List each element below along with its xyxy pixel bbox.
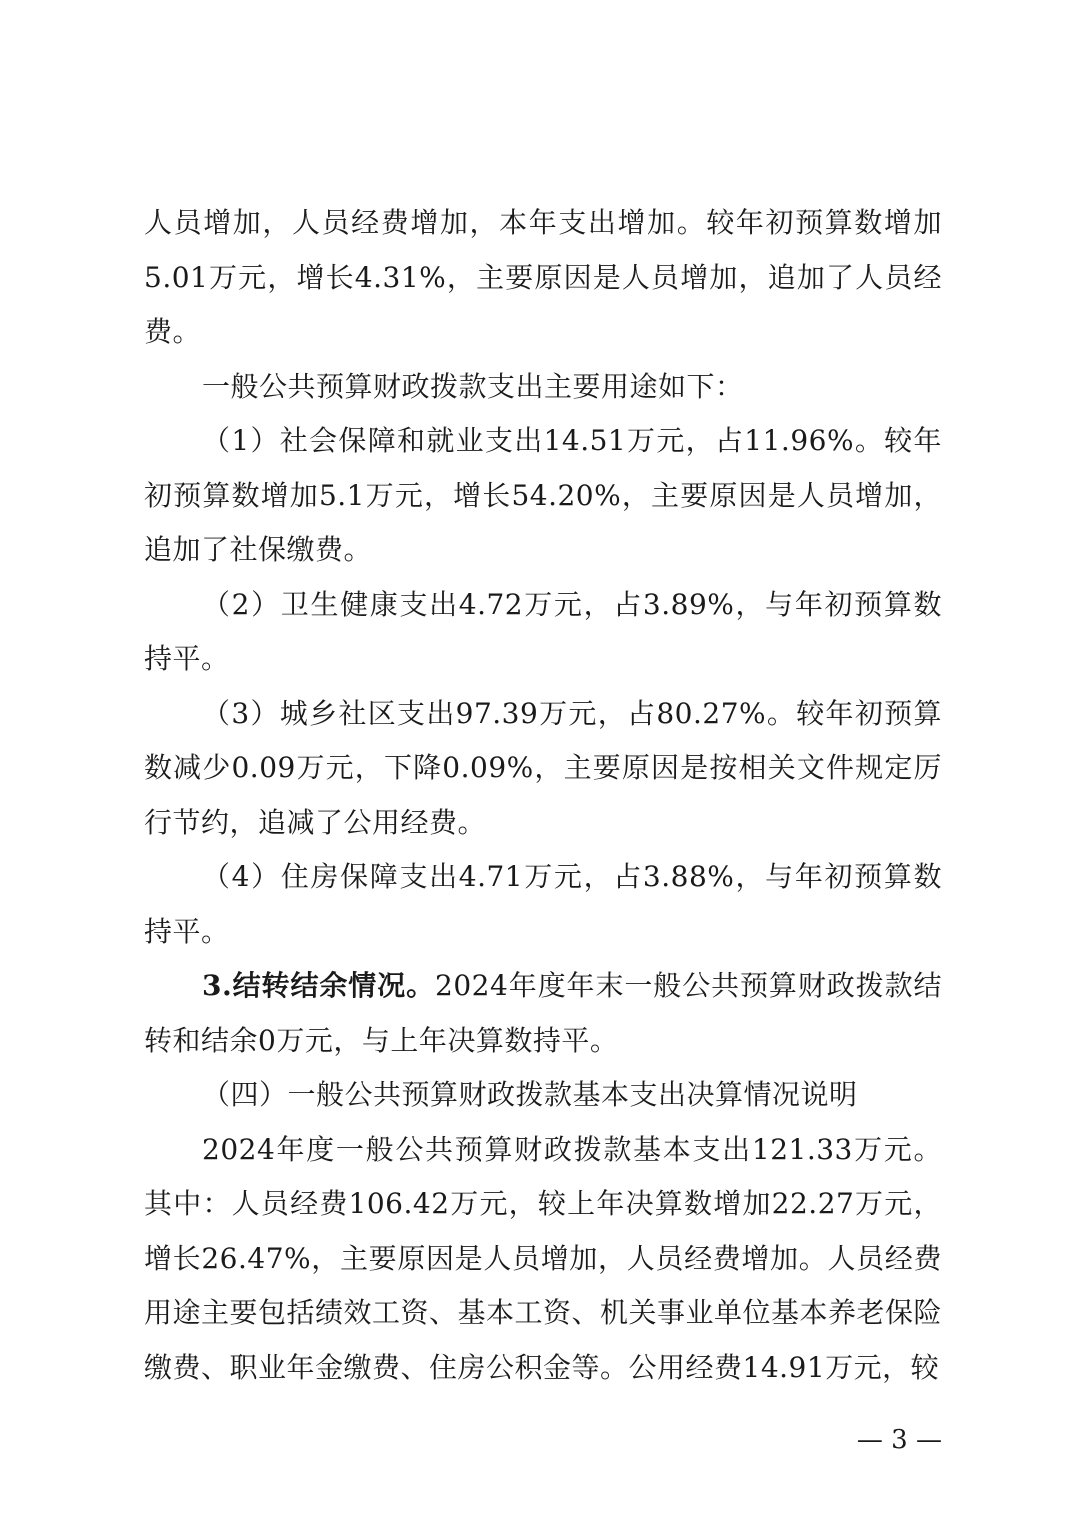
paragraph-text: （1）社会保障和就业支出14.51万元，占11.96%。较年初预算数增加5.1万元，增长54.20%，主要原因是人员增加，追加了社保缴费。 — [144, 424, 942, 566]
paragraph-text: 一般公共预算财政拨款支出主要用途如下： — [202, 369, 744, 403]
paragraph-text: （4）住房保障支出4.71万元，占3.88%，与年初预算数持平。 — [144, 860, 942, 948]
paragraph-text: （3）城乡社区支出97.39万元，占80.27%。较年初预算数减少0.09万元，下降0.09%，主要原因是按相关文件规定厉行节约，追减了公用经费。 — [144, 696, 942, 839]
paragraph-main-uses — [144, 360, 942, 415]
paragraph-text: 人员增加，人员经费增加，本年支出增加。较年初预算数增加5.01万元，增长4.31%，主要原因是人员增加，追加了人员经费。 — [144, 206, 942, 348]
paragraph-health — [144, 578, 942, 687]
paragraph-text: （2）卫生健康支出4.72万元，占3.89%，与年初预算数持平。 — [144, 587, 942, 675]
section-heading: （四）一般公共预算财政拨款基本支出决算情况说明 — [202, 1078, 858, 1111]
paragraph-social-security — [144, 414, 942, 578]
page-number: — 3 — — [856, 1425, 942, 1455]
paragraph-basic-expenditure — [144, 1123, 942, 1396]
paragraph-text: 2024年度年末一般公共预算财政拨款结转和结余0万元，与上年决算数持平。 — [144, 969, 943, 1057]
document-body — [144, 196, 942, 1395]
paragraph-housing — [144, 850, 942, 959]
paragraph-text: 2024年度一般公共预算财政拨款基本支出121.33万元。其中：人员经费106.42万元，较上年决算数增加22.27万元，增长26.47%，主要原因是人员增加，人员经费增加。人员经费用途主要包括绩效工资、基本工资、机关事业单位基本养老保险缴费、职业年金缴费、住房公积金等。公用经费14.91万元，较 — [144, 1132, 943, 1384]
paragraph-lead: 3.结转结余情况。 — [202, 969, 436, 1002]
paragraph-carryover — [144, 959, 942, 1068]
paragraph-urban-rural — [144, 687, 942, 851]
paragraph-continuation — [144, 196, 942, 360]
